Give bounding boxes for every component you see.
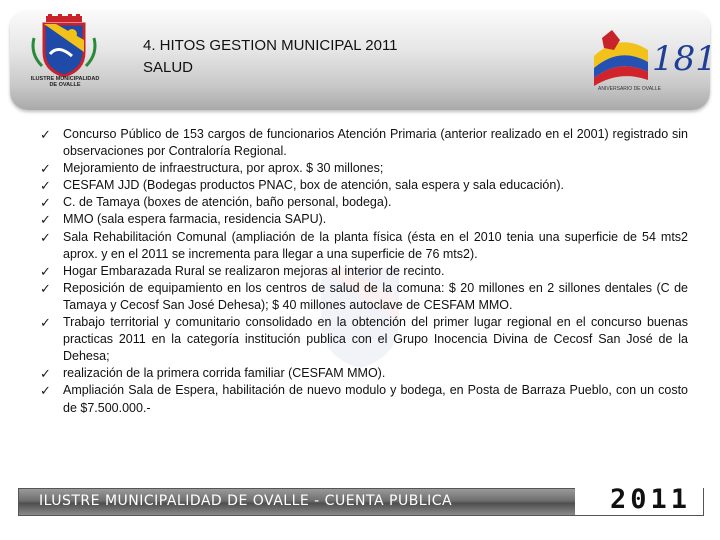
list-item	[40, 382, 688, 416]
health-milestones-list	[40, 126, 688, 417]
checkmark-icon: ✓	[40, 229, 51, 245]
list-item-text: Mejoramiento de infraestructura, por aprox. $ 30 millones;	[63, 161, 384, 176]
title-line2: SALUD	[143, 59, 194, 76]
title-line1: 4. HITOS GESTION MUNICIPAL 2011	[143, 37, 398, 54]
checkmark-icon: ✓	[40, 383, 51, 399]
list-item	[40, 314, 688, 365]
list-item	[40, 126, 688, 160]
checkmark-icon: ✓	[40, 212, 51, 228]
checkmark-icon: ✓	[40, 366, 51, 382]
list-item-text: Reposición de equipamiento en los centros de salud de la comuna: $ 20 millones en 2 sillones dentales (C de Tamaya y Cecosf San José Dehesa); $ 40 millones autoclave de CESFAM MMO.	[63, 280, 688, 312]
anniversary-number: 181	[652, 39, 717, 79]
footer-year: 2011	[609, 484, 691, 515]
list-item-text: realización de la primera corrida familiar (CESFAM MMO).	[63, 366, 386, 381]
list-item-text: Hogar Embarazada Rural se realizaron mejoras al interior de recinto.	[63, 263, 445, 278]
checkmark-icon: ✓	[40, 315, 51, 331]
footer-text: ILUSTRE MUNICIPALIDAD DE OVALLE - CUENTA PUBLICA	[39, 493, 453, 509]
list-item-text: MMO (sala espera farmacia, residencia SAPU).	[63, 212, 327, 227]
checkmark-icon: ✓	[40, 178, 51, 194]
list-item-text: Ampliación Sala de Espera, habilitación de nuevo modulo y bodega, en Posta de Barraza Pueblo, con un costo de $7.500.000.-	[63, 383, 688, 415]
list-item	[40, 280, 688, 314]
crest-caption-line1: ILUSTRE MUNICIPALIDAD	[30, 76, 100, 82]
list-item	[40, 211, 688, 228]
list-item-text: Sala Rehabilitación Comunal (ampliación de la planta física (ésta en el 2010 tenia una superficie de 54 mts2 aprox. y en el 2011 se incrementa para llegar a una superficie de 76 mts2).	[63, 229, 688, 261]
footer-year-box	[575, 484, 703, 515]
footer-banner	[18, 484, 704, 516]
list-item	[40, 229, 688, 263]
crest-caption	[24, 76, 106, 88]
anniversary-caption: ANIVERSARIO DE OVALLE	[598, 86, 661, 92]
list-item	[40, 194, 688, 211]
checkmark-icon: ✓	[40, 127, 51, 142]
anniversary-flag-icon	[590, 18, 717, 88]
page-title	[143, 35, 398, 79]
checkmark-icon: ✓	[40, 161, 51, 177]
checkmark-icon: ✓	[40, 263, 51, 279]
crest-icon	[28, 14, 100, 78]
list-item	[40, 263, 688, 280]
list-item	[40, 177, 688, 194]
list-item-text: CESFAM JJD (Bodegas productos PNAC, box de atención, sala espera y sala educación).	[63, 178, 564, 193]
list-item	[40, 365, 688, 382]
checkmark-icon: ✓	[40, 280, 51, 296]
checkmark-icon: ✓	[40, 195, 51, 211]
list-item-text: C. de Tamaya (boxes de atención, baño personal, bodega).	[63, 195, 392, 210]
list-item-text: Trabajo territorial y comunitario consolidado en la obtención del primer lugar regional en el concurso buenas practicas 2011 en la categoría institución publica con el Grupo Inocencia Divina de Cecosf San José de la Dehesa;	[63, 315, 688, 364]
list-item	[40, 160, 688, 177]
crest-caption-line2: DE OVALLE	[49, 82, 81, 88]
list-item-text: Concurso Público de 153 cargos de funcionarios Atención Primaria (anterior realizado en el 2001) registrado sin observaciones por Contraloría Regional.	[63, 127, 688, 159]
